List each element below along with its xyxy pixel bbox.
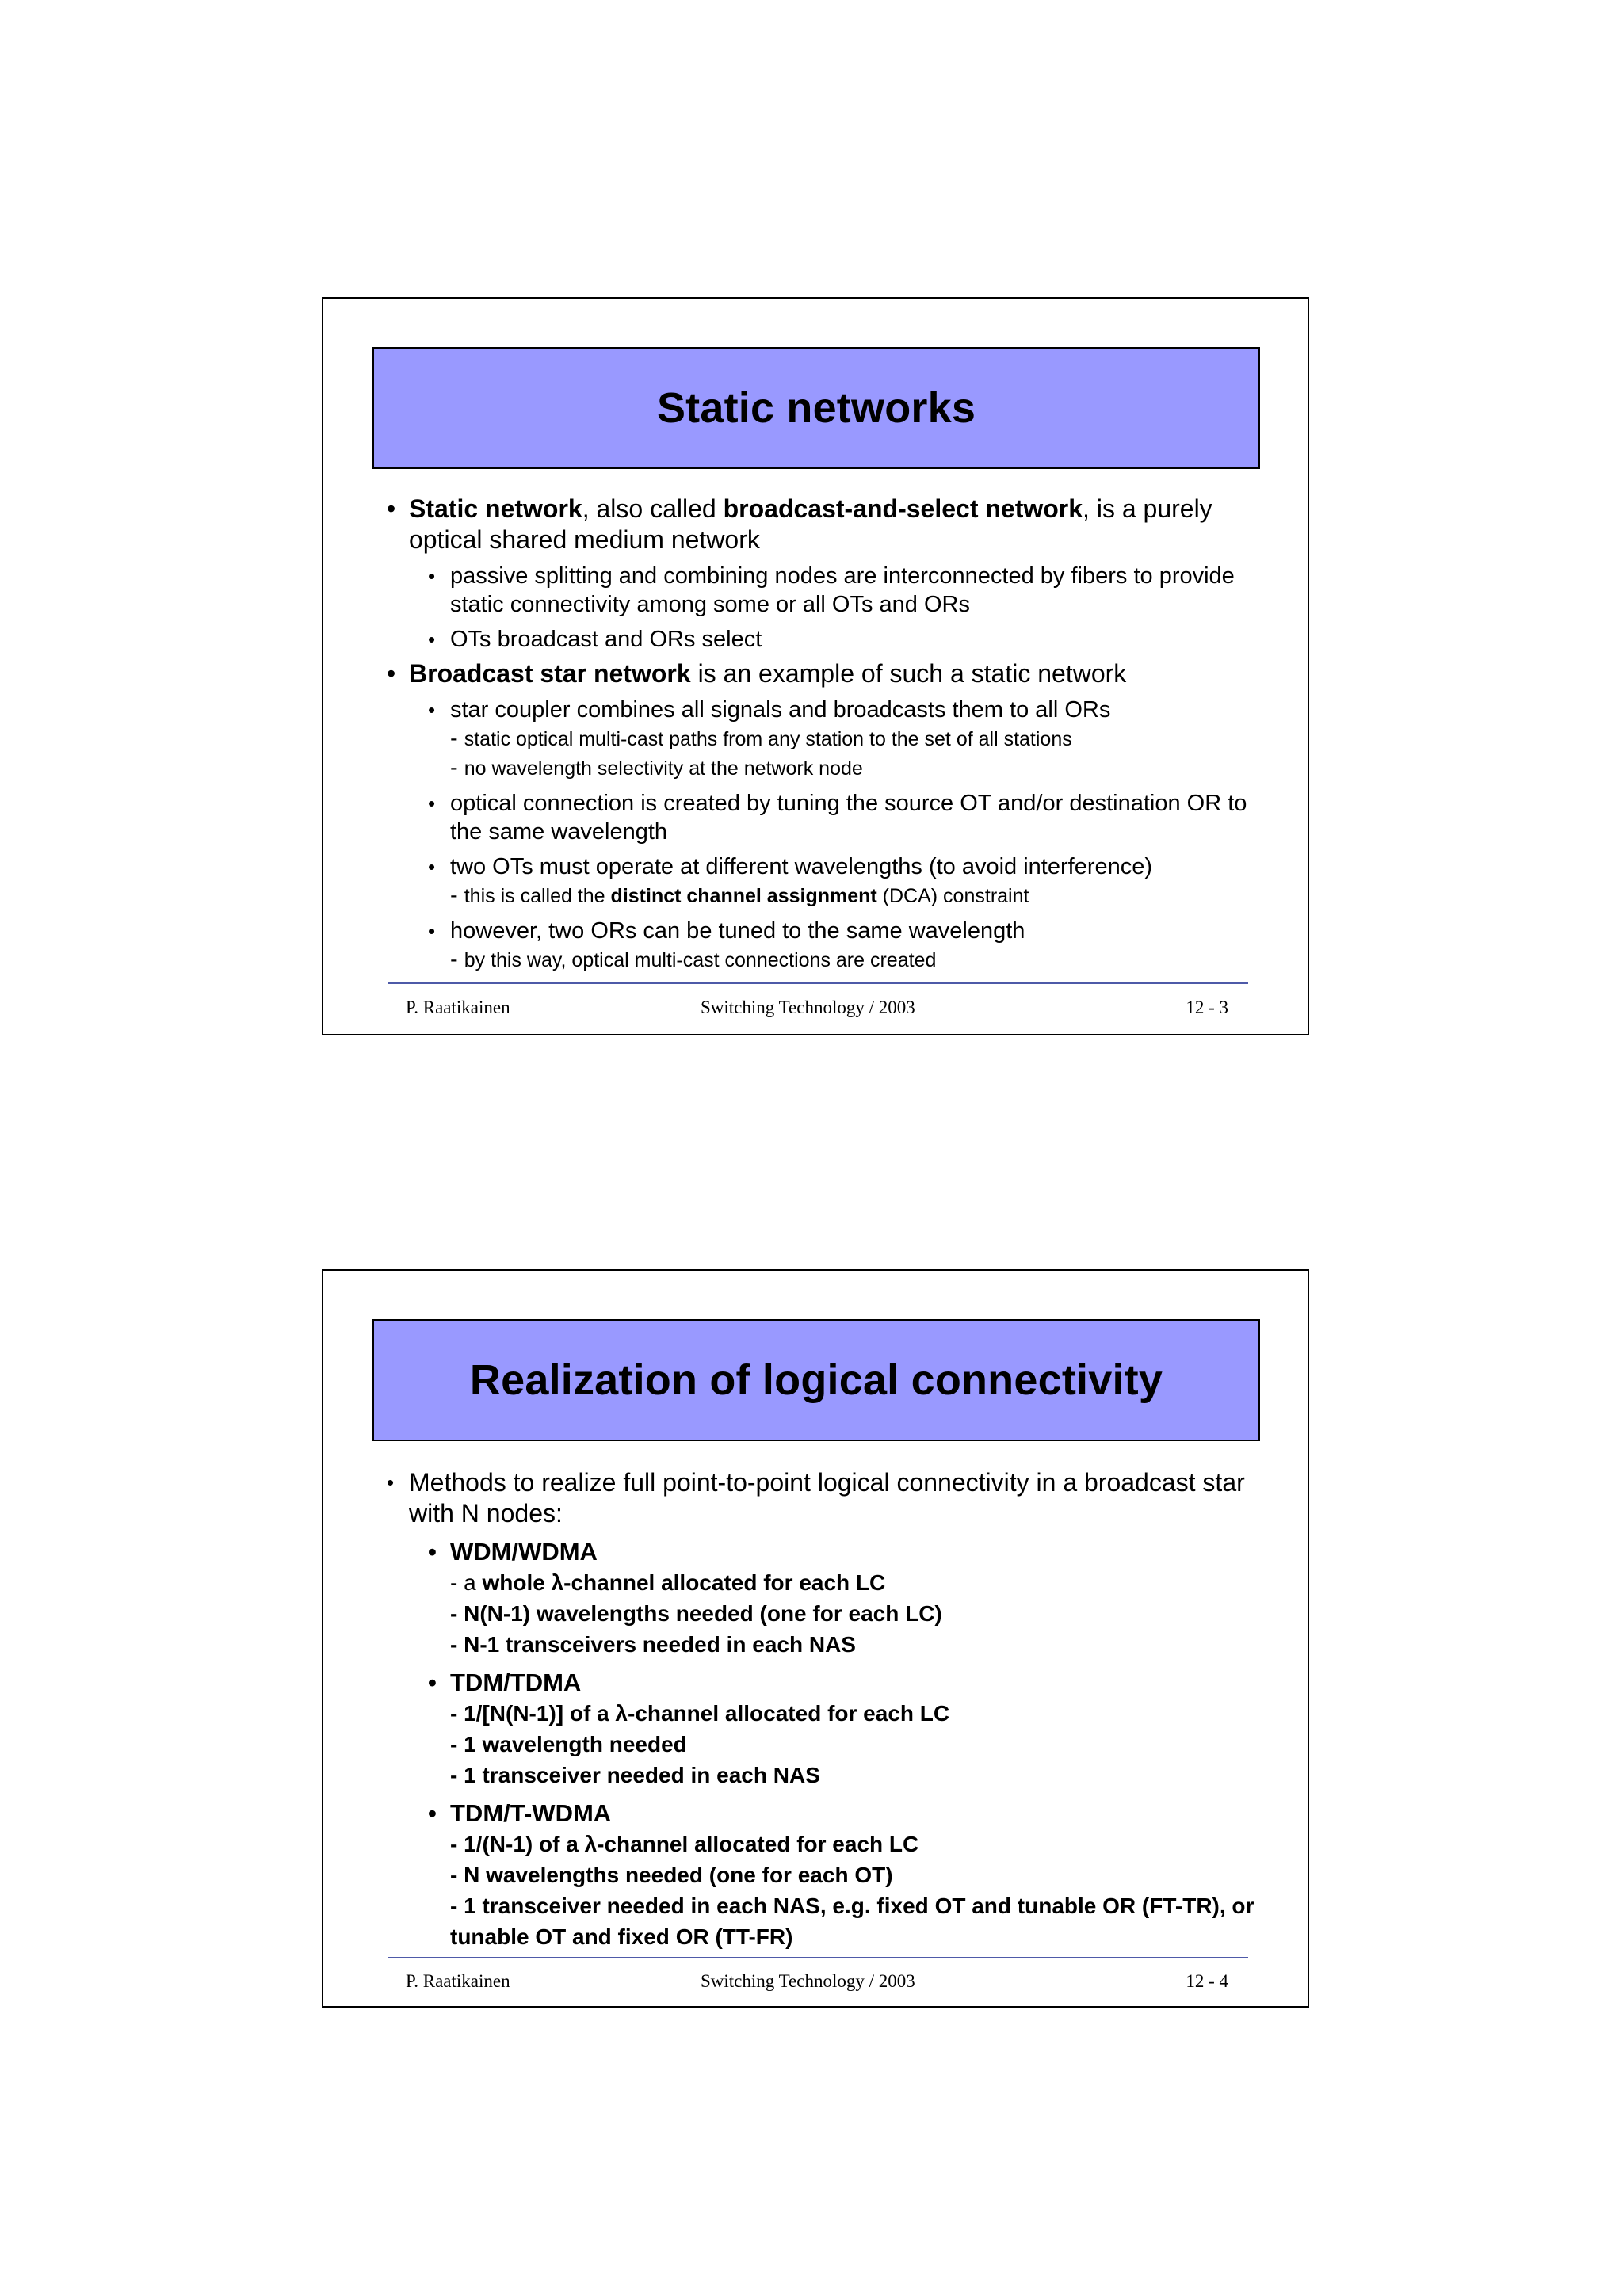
dash-text: N wavelengths needed (one for each OT) <box>464 1863 893 1887</box>
slide-title: Realization of logical connectivity <box>469 1356 1163 1404</box>
dash-item: - this is called the distinct channel assignment (DCA) constraint <box>450 883 1029 908</box>
sub-bullet <box>387 917 1266 945</box>
bullet-dot: • <box>428 564 436 588</box>
intro-text: Methods to realize full point-to-point logical connectivity in a broadcast star with N nodes: <box>409 1468 1245 1527</box>
footer-author: P. Raatikainen <box>406 1971 510 1991</box>
slide-title-box <box>372 347 1260 469</box>
dash-item: - no wavelength selectivity at the network node <box>450 755 863 780</box>
dash-item: - 1/(N-1) of a λ-channel allocated for each LC <box>450 1832 919 1856</box>
dash-text: 1 transceiver needed in each NAS <box>464 1763 820 1787</box>
bullet-dot: • <box>428 698 436 722</box>
dash-item: - a whole λ-channel allocated for each LC <box>450 1570 886 1595</box>
term-broadcast-star: Broadcast star network <box>409 659 691 688</box>
text: , also called <box>582 494 724 523</box>
sub-bullet-text: passive splitting and combining nodes are interconnected by fibers to provide static connectivity among some or all OTs and ORs <box>450 563 1235 617</box>
dash-item: - 1/[N(N-1)] of a λ-channel allocated for each LC <box>450 1701 950 1726</box>
footer-author: P. Raatikainen <box>406 997 510 1017</box>
footer-course: Switching Technology / 2003 <box>701 1971 915 1991</box>
bullet-dot: • <box>387 1470 395 1494</box>
dash-item: - N(N-1) wavelengths needed (one for each LC) <box>450 1601 942 1626</box>
method-tdm-t-wdma <box>387 1798 1266 1829</box>
bullet-dot: • <box>428 1669 437 1696</box>
term-broadcast-and-select: broadcast-and-select network <box>723 494 1083 523</box>
dash-text: static optical multi-cast paths from any station to the set of all stations <box>464 728 1072 750</box>
slide-static-networks <box>322 297 1309 1035</box>
bullet-dot: • <box>428 855 436 879</box>
bullet-broadcast-star <box>387 658 1266 689</box>
dash-text: (DCA) constraint <box>876 885 1029 907</box>
dash-item: - N-1 transceivers needed in each NAS <box>450 1632 856 1657</box>
text: , is a purely optical shared medium network <box>409 494 1212 554</box>
dash-text: no wavelength selectivity at the network node <box>464 757 863 780</box>
sub-bullet <box>387 625 1266 654</box>
bullet-dot: • <box>428 1799 437 1827</box>
bullet-dot: • <box>387 659 396 688</box>
slide-content <box>387 487 1266 974</box>
sub-bullet <box>387 852 1266 881</box>
method-name: TDM/TDMA <box>450 1669 582 1696</box>
footer-divider <box>388 982 1248 984</box>
dash-item: - static optical multi-cast paths from any station to the set of all stations <box>450 726 1072 751</box>
bullet-static-network <box>387 494 1266 555</box>
bullet-dot: • <box>428 1538 437 1566</box>
bullet-dot: • <box>387 494 396 523</box>
bullet-dot: • <box>428 919 436 943</box>
dash-text: a <box>464 1570 483 1595</box>
method-tdm-tdma <box>387 1668 1266 1698</box>
sub-bullet-text: star coupler combines all signals and broadcasts them to all ORs <box>450 697 1111 723</box>
method-wdm-wdma <box>387 1537 1266 1567</box>
dash-text: N(N-1) wavelengths needed (one for each LC) <box>464 1601 942 1626</box>
bullet-dot: • <box>428 627 436 651</box>
slide-logical-connectivity <box>322 1269 1309 2008</box>
dash-item: - by this way, optical multi-cast connections are created <box>450 947 937 972</box>
dash-text: whole λ-channel allocated for each LC <box>482 1570 886 1595</box>
footer-course: Switching Technology / 2003 <box>701 997 915 1017</box>
sub-bullet-text: two OTs must operate at different wavelengths (to avoid interference) <box>450 854 1153 879</box>
sub-bullet <box>387 789 1266 846</box>
dash-item: - N wavelengths needed (one for each OT) <box>450 1863 893 1887</box>
sub-bullet-text: optical connection is created by tuning the source OT and/or destination OR to the same wavelength <box>450 791 1247 845</box>
footer-page-number: 12 - 4 <box>1186 1971 1228 1991</box>
method-name: WDM/WDMA <box>450 1538 598 1566</box>
sub-bullet <box>387 562 1266 619</box>
dash-text: 1 wavelength needed <box>464 1732 687 1756</box>
dash-text: this is called the <box>464 885 611 907</box>
term-static-network: Static network <box>409 494 582 523</box>
bullet-dot: • <box>428 791 436 815</box>
dash-text: 1 transceiver needed in each NAS, e.g. fixed OT and tunable OR (FT-TR), or tunable OT and fixed OR (TT-FR) <box>450 1894 1254 1949</box>
sub-bullet-text: OTs broadcast and ORs select <box>450 627 762 652</box>
dash-text: 1/(N-1) of a λ-channel allocated for each LC <box>464 1832 919 1856</box>
footer-page-number: 12 - 3 <box>1186 997 1228 1017</box>
dash-item: - 1 transceiver needed in each NAS, e.g. fixed OT and tunable OR (FT-TR), or tunable OT and fixed OR (TT-FR) <box>450 1894 1254 1949</box>
slide-title-box <box>372 1319 1260 1441</box>
dash-text: by this way, optical multi-cast connections are created <box>464 949 937 971</box>
slide-content <box>387 1461 1266 1952</box>
term-dca: distinct channel assignment <box>610 885 877 907</box>
bullet-intro <box>387 1467 1266 1529</box>
dash-text: N-1 transceivers needed in each NAS <box>464 1632 856 1657</box>
dash-item: - 1 wavelength needed <box>450 1732 687 1756</box>
sub-bullet-text: however, two ORs can be tuned to the same wavelength <box>450 918 1025 944</box>
sub-bullet <box>387 696 1266 724</box>
text: is an example of such a static network <box>690 659 1127 688</box>
method-name: TDM/T-WDMA <box>450 1799 612 1827</box>
footer-divider <box>388 1957 1248 1958</box>
dash-text: 1/[N(N-1)] of a λ-channel allocated for each LC <box>464 1701 950 1726</box>
dash-item: - 1 transceiver needed in each NAS <box>450 1763 820 1787</box>
slide-title: Static networks <box>656 384 976 432</box>
